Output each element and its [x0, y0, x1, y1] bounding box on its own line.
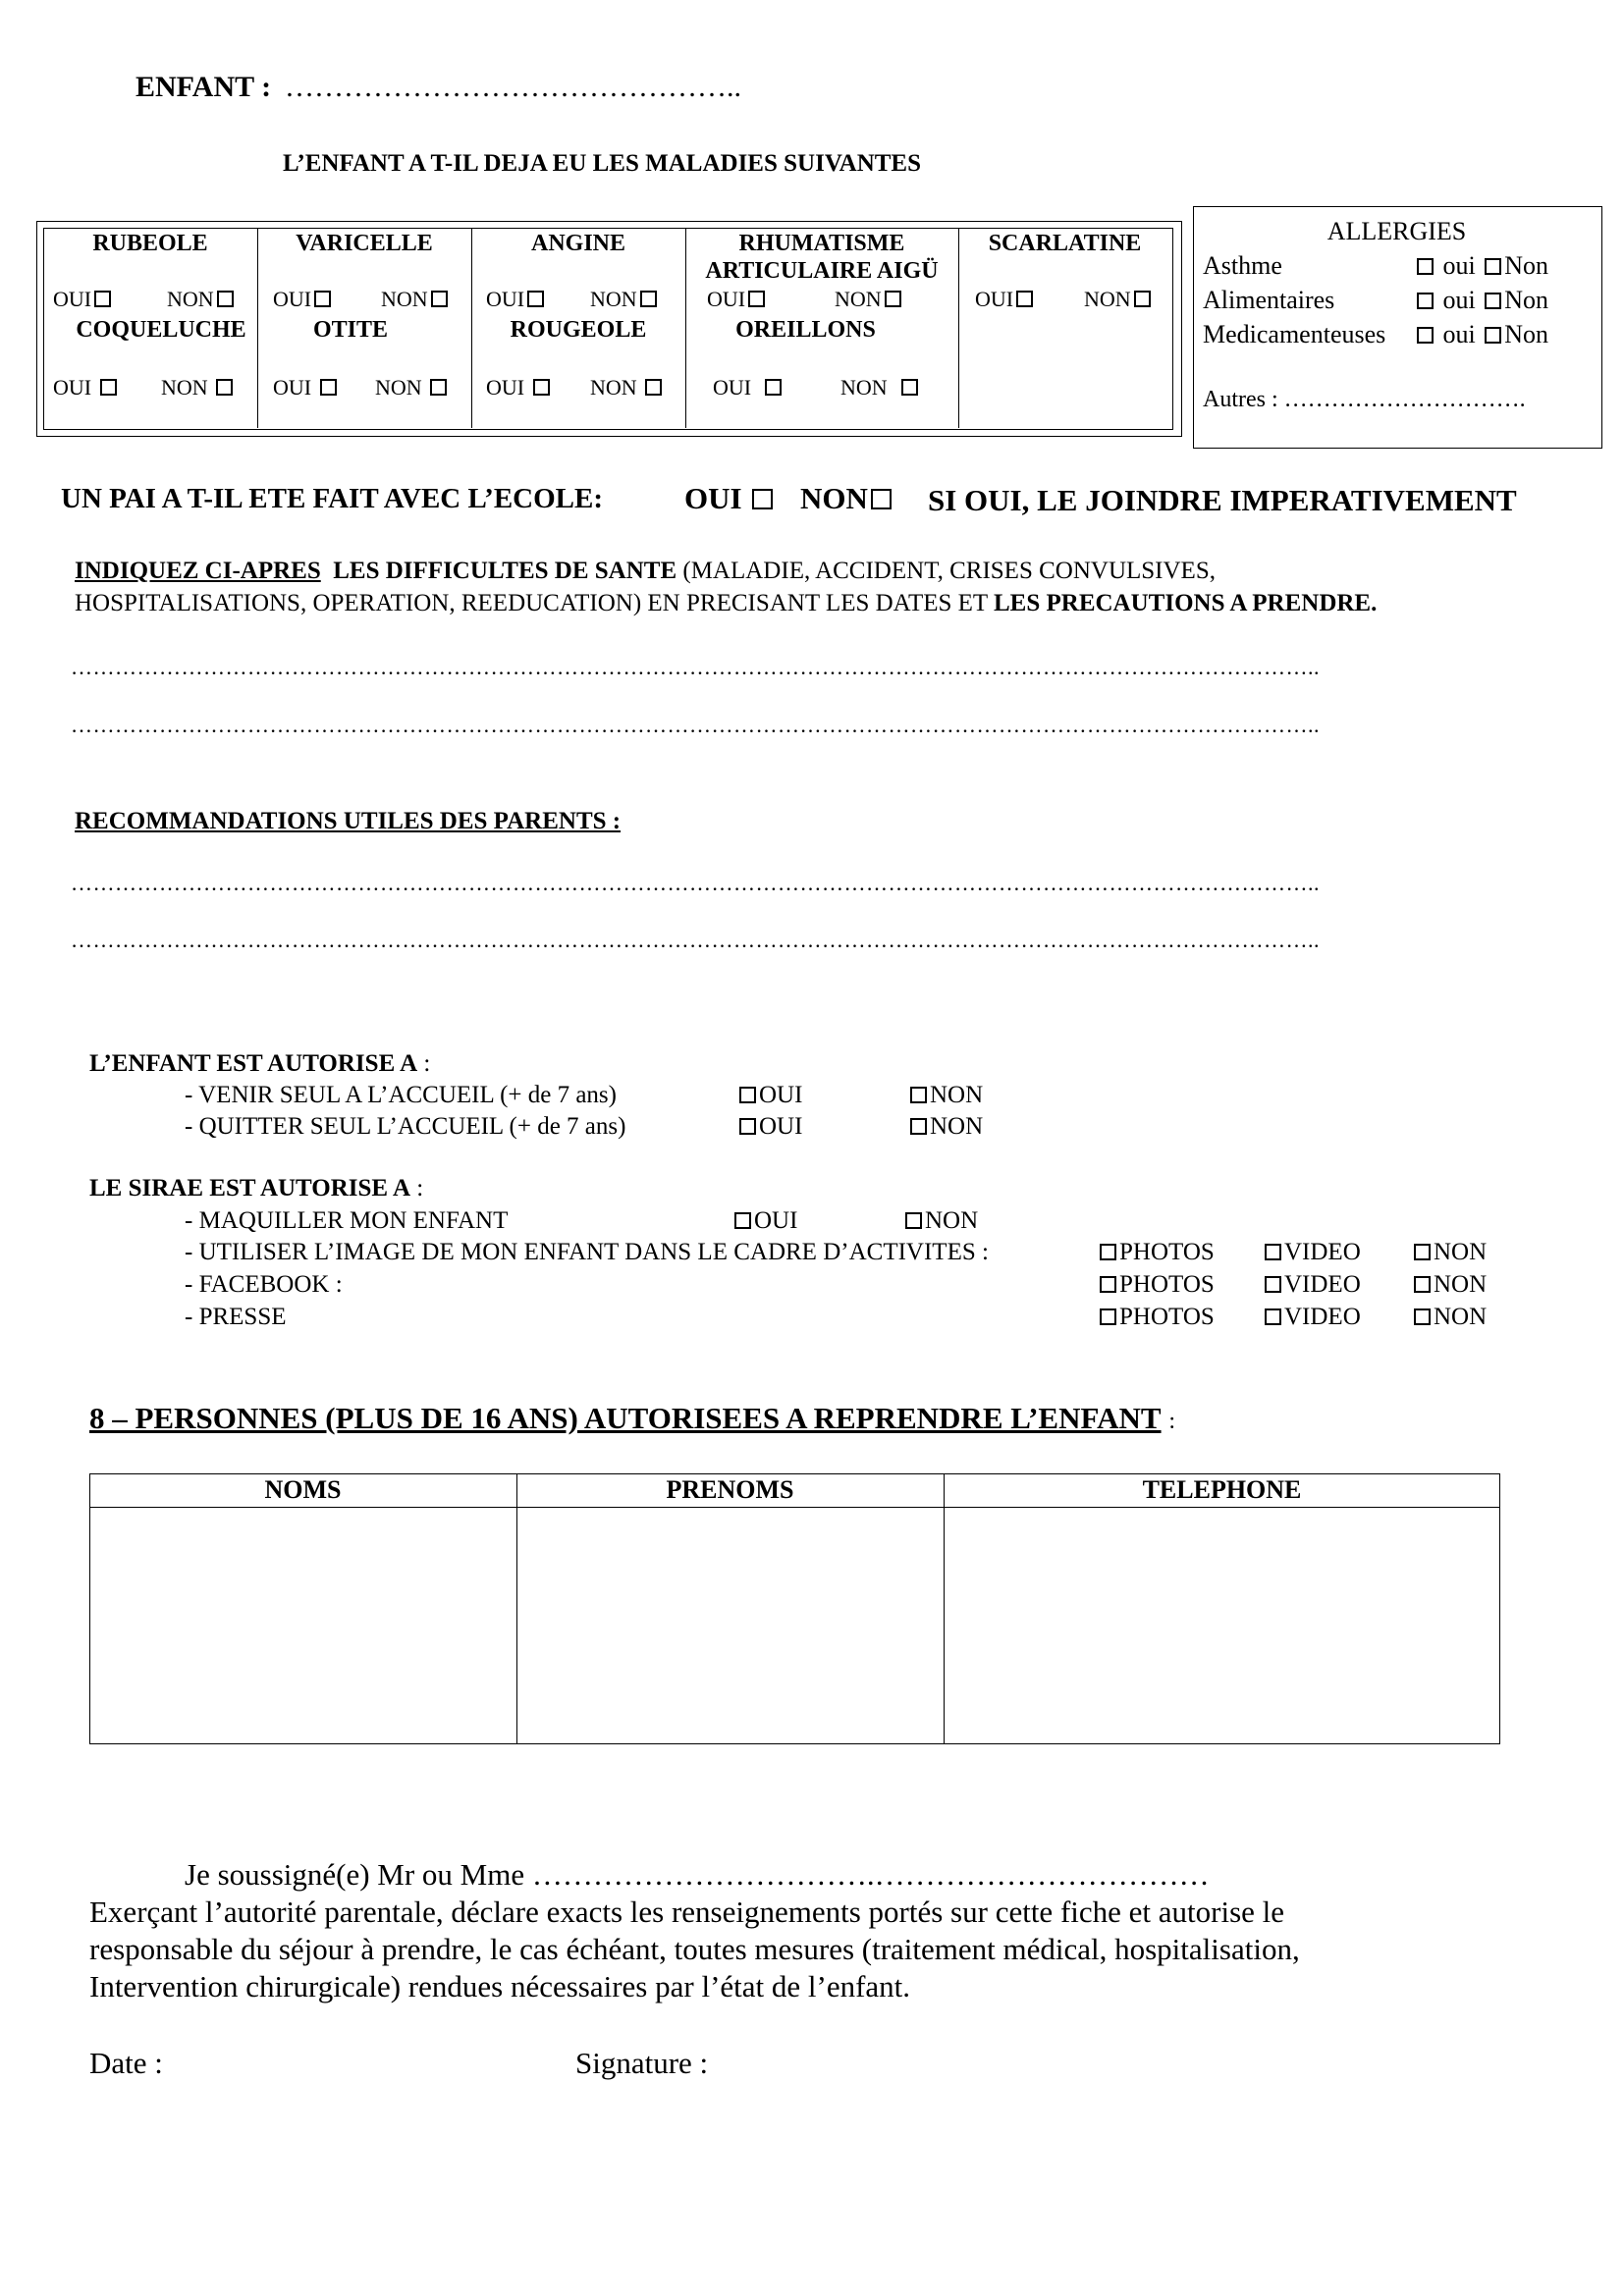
recommandations-title: RECOMMANDATIONS UTILES DES PARENTS :: [75, 808, 622, 834]
checkbox-icon[interactable]: [910, 1087, 927, 1103]
signature-label: Signature :: [575, 2046, 709, 2080]
checkbox-icon[interactable]: [1485, 327, 1501, 344]
enfant-autorise-heading: [89, 1050, 430, 1078]
pai-note: SI OUI, LE JOINDRE IMPERATIVEMENT: [928, 483, 1517, 517]
allergie-alimentaires: Alimentaires: [1203, 286, 1335, 314]
angine-oui[interactable]: OUI: [486, 287, 547, 312]
scarlatine-oui[interactable]: OUI: [975, 287, 1036, 312]
personnes-title: 8 – PERSONNES (PLUS DE 16 ANS) AUTORISEES A REPRENDRE L’ENFANT: [89, 1401, 1162, 1435]
column-prenoms: PRENOMS: [666, 1475, 794, 1504]
otite-oui[interactable]: OUI: [273, 375, 340, 400]
rhumatisme-non[interactable]: NON: [835, 287, 904, 312]
sante-line1: [75, 558, 1216, 585]
image-photos[interactable]: PHOTOS: [1097, 1239, 1215, 1266]
venir-seul-oui[interactable]: OUI: [736, 1082, 802, 1109]
checkbox-icon[interactable]: [1485, 258, 1501, 275]
checkbox-icon[interactable]: [1417, 293, 1434, 309]
allergies-title: ALLERGIES: [1326, 217, 1467, 245]
sante-precautions: LES PRECAUTIONS A PRENDRE.: [994, 590, 1378, 616]
checkbox-icon[interactable]: [885, 291, 901, 307]
checkbox-icon[interactable]: [314, 291, 331, 307]
checkbox-icon[interactable]: [901, 379, 918, 396]
oreillons-oui[interactable]: OUI: [713, 375, 785, 400]
enfant-autorise-title: L’ENFANT EST AUTORISE A: [89, 1050, 418, 1077]
maladie-rhumatisme: RHUMATISME: [738, 231, 905, 256]
checkbox-icon[interactable]: [431, 291, 448, 307]
declaration-line3: responsable du séjour à prendre, le cas échéant, toutes mesures (traitement médical, hospitalisation,: [89, 1932, 1300, 1966]
column-noms: NOMS: [264, 1475, 342, 1504]
colon: :: [410, 1175, 424, 1201]
declaration-line1[interactable]: Je soussigné(e) Mr ou Mme …………………………….……………………………: [185, 1857, 1210, 1892]
checkbox-icon[interactable]: [533, 379, 550, 396]
checkbox-icon[interactable]: [320, 379, 337, 396]
enfant-name-field[interactable]: ………………………………………..: [285, 71, 741, 103]
checkbox-icon[interactable]: [1265, 1276, 1281, 1293]
sante-line2-text: HOSPITALISATIONS, OPERATION, REEDUCATION) EN PRECISANT LES DATES ET: [75, 590, 988, 616]
checkbox-icon[interactable]: [739, 1087, 756, 1103]
colon: :: [417, 1050, 431, 1077]
sante-bold: LES DIFFICULTES DE SANTE: [333, 558, 677, 584]
asthme-options[interactable]: oui Non: [1414, 251, 1548, 281]
declaration-line4: Intervention chirurgicale) rendues nécessaires par l’état de l’enfant.: [89, 1969, 911, 2003]
checkbox-icon[interactable]: [645, 379, 662, 396]
colon: :: [1168, 1409, 1175, 1434]
checkbox-icon[interactable]: [527, 291, 544, 307]
checkbox-icon[interactable]: [734, 1212, 751, 1229]
venir-seul-non[interactable]: NON: [907, 1082, 983, 1109]
checkbox-icon[interactable]: [752, 489, 773, 509]
checkbox-icon[interactable]: [430, 379, 447, 396]
checkbox-icon[interactable]: [871, 489, 892, 509]
image-label: - UTILISER L’IMAGE DE MON ENFANT DANS LE CADRE D’ACTIVITES :: [185, 1239, 989, 1265]
checkbox-icon[interactable]: [1414, 1308, 1431, 1325]
maladie-rhumatisme-line2: ARTICULAIRE AIGÜ: [705, 258, 939, 284]
checkbox-icon[interactable]: [1417, 258, 1434, 275]
checkbox-icon[interactable]: [94, 291, 111, 307]
enfant-label: ENFANT :: [135, 71, 272, 103]
presse-non[interactable]: NON: [1411, 1304, 1487, 1331]
telephone-cell[interactable]: [946, 1510, 1498, 1742]
image-non[interactable]: NON: [1411, 1239, 1487, 1266]
maladie-oreillons: OREILLONS: [735, 317, 876, 343]
sante-lead: INDIQUEZ CI-APRES: [75, 558, 321, 584]
date-label: Date :: [89, 2046, 163, 2080]
maladie-scarlatine: SCARLATINE: [988, 231, 1142, 256]
table-divider: [516, 1473, 517, 1744]
maladie-varicelle: VARICELLE: [296, 231, 433, 256]
checkbox-icon[interactable]: [1414, 1244, 1431, 1260]
scarlatine-non[interactable]: NON: [1084, 287, 1154, 312]
facebook-photos[interactable]: PHOTOS: [1097, 1271, 1215, 1299]
declaration-line2: Exerçant l’autorité parentale, déclare exacts les renseignements portés sur cette fiche et autorise le: [89, 1895, 1285, 1929]
checkbox-icon[interactable]: [640, 291, 657, 307]
allergie-asthme: Asthme: [1203, 251, 1282, 280]
allergie-medicamenteuses: Medicamenteuses: [1203, 320, 1386, 348]
pai-oui[interactable]: OUI: [684, 481, 776, 516]
checkbox-icon[interactable]: [1100, 1276, 1116, 1293]
table-divider: [958, 228, 959, 428]
table-divider: [944, 1473, 945, 1744]
angine-non[interactable]: NON: [590, 287, 660, 312]
allergie-autres-field[interactable]: Autres : ………………………….: [1203, 387, 1526, 412]
varicelle-oui[interactable]: OUI: [273, 287, 334, 312]
rougeole-oui[interactable]: OUI: [486, 375, 553, 400]
varicelle-non[interactable]: NON: [381, 287, 451, 312]
presse-photos[interactable]: PHOTOS: [1097, 1304, 1215, 1331]
column-telephone: TELEPHONE: [1142, 1475, 1302, 1504]
sirae-autorise-title: LE SIRAE EST AUTORISE A: [89, 1175, 411, 1201]
checkbox-icon[interactable]: [765, 379, 782, 396]
recommandations-dotted-line-2[interactable]: ……………………………………………………………………………………………………………………………………………………..: [71, 928, 1320, 952]
checkbox-icon[interactable]: [739, 1118, 756, 1135]
sirae-autorise-heading: [89, 1175, 423, 1202]
maquiller-non[interactable]: NON: [902, 1207, 978, 1235]
rougeole-non[interactable]: NON: [590, 375, 665, 400]
checkbox-icon[interactable]: [1100, 1308, 1116, 1325]
pai-question: UN PAI A T-IL ETE FAIT AVEC L’ECOLE:: [61, 483, 604, 514]
checkbox-icon[interactable]: [1134, 291, 1151, 307]
checkbox-icon[interactable]: [910, 1118, 927, 1135]
table-header-divider: [89, 1507, 1500, 1508]
venir-seul-label: - VENIR SEUL A L’ACCUEIL (+ de 7 ans): [185, 1082, 617, 1108]
sante-dotted-line-2[interactable]: ……………………………………………………………………………………………………………………………………………………..: [71, 713, 1320, 737]
rubeole-oui[interactable]: OUI: [53, 287, 114, 312]
maquiller-oui[interactable]: OUI: [731, 1207, 797, 1235]
recommandations-dotted-line-1[interactable]: ……………………………………………………………………………………………………………………………………………………..: [71, 871, 1320, 895]
maquiller-label: - MAQUILLER MON ENFANT: [185, 1207, 509, 1234]
quitter-seul-oui[interactable]: OUI: [736, 1113, 802, 1141]
alimentaires-options[interactable]: oui Non: [1414, 286, 1548, 315]
rubeole-non[interactable]: NON: [167, 287, 237, 312]
checkbox-icon[interactable]: [1414, 1276, 1431, 1293]
image-video[interactable]: VIDEO: [1262, 1239, 1361, 1266]
facebook-video[interactable]: VIDEO: [1262, 1271, 1361, 1299]
presse-video[interactable]: VIDEO: [1262, 1304, 1361, 1331]
oreillons-non[interactable]: NON: [840, 375, 921, 400]
checkbox-icon[interactable]: [216, 379, 233, 396]
maladie-angine: ANGINE: [530, 231, 625, 256]
sante-rest: (MALADIE, ACCIDENT, CRISES CONVULSIVES,: [682, 558, 1216, 584]
noms-cell[interactable]: [91, 1510, 515, 1742]
maladie-otite: OTITE: [312, 317, 389, 343]
checkbox-icon[interactable]: [1417, 327, 1434, 344]
coqueluche-non[interactable]: NON: [161, 375, 236, 400]
personnes-heading: [89, 1401, 1175, 1436]
checkbox-icon[interactable]: [905, 1212, 922, 1229]
maladies-title: L’ENFANT A T-IL DEJA EU LES MALADIES SUIVANTES: [283, 150, 922, 177]
checkbox-icon[interactable]: [1016, 291, 1033, 307]
maladie-rougeole: ROUGEOLE: [510, 317, 647, 343]
checkbox-icon[interactable]: [1265, 1244, 1281, 1260]
checkbox-icon[interactable]: [1100, 1244, 1116, 1260]
otite-non[interactable]: NON: [375, 375, 450, 400]
facebook-non[interactable]: NON: [1411, 1271, 1487, 1299]
quitter-seul-label: - QUITTER SEUL L’ACCUEIL (+ de 7 ans): [185, 1113, 626, 1140]
presse-label: - PRESSE: [185, 1304, 287, 1330]
checkbox-icon[interactable]: [1265, 1308, 1281, 1325]
facebook-label: - FACEBOOK :: [185, 1271, 343, 1298]
sante-line2: [75, 590, 1377, 617]
pai-non[interactable]: NON: [800, 481, 894, 516]
maladie-coqueluche: COQUELUCHE: [76, 317, 246, 343]
coqueluche-oui[interactable]: OUI: [53, 375, 120, 400]
maladie-rubeole: RUBEOLE: [92, 231, 208, 256]
checkbox-icon[interactable]: [748, 291, 765, 307]
quitter-seul-non[interactable]: NON: [907, 1113, 983, 1141]
prenoms-cell[interactable]: [518, 1510, 943, 1742]
checkbox-icon[interactable]: [1485, 293, 1501, 309]
rhumatisme-oui[interactable]: OUI: [707, 287, 768, 312]
checkbox-icon[interactable]: [100, 379, 117, 396]
medicamenteuses-options[interactable]: oui Non: [1414, 320, 1548, 349]
checkbox-icon[interactable]: [217, 291, 234, 307]
sante-dotted-line-1[interactable]: ……………………………………………………………………………………………………………………………………………………..: [71, 655, 1320, 679]
